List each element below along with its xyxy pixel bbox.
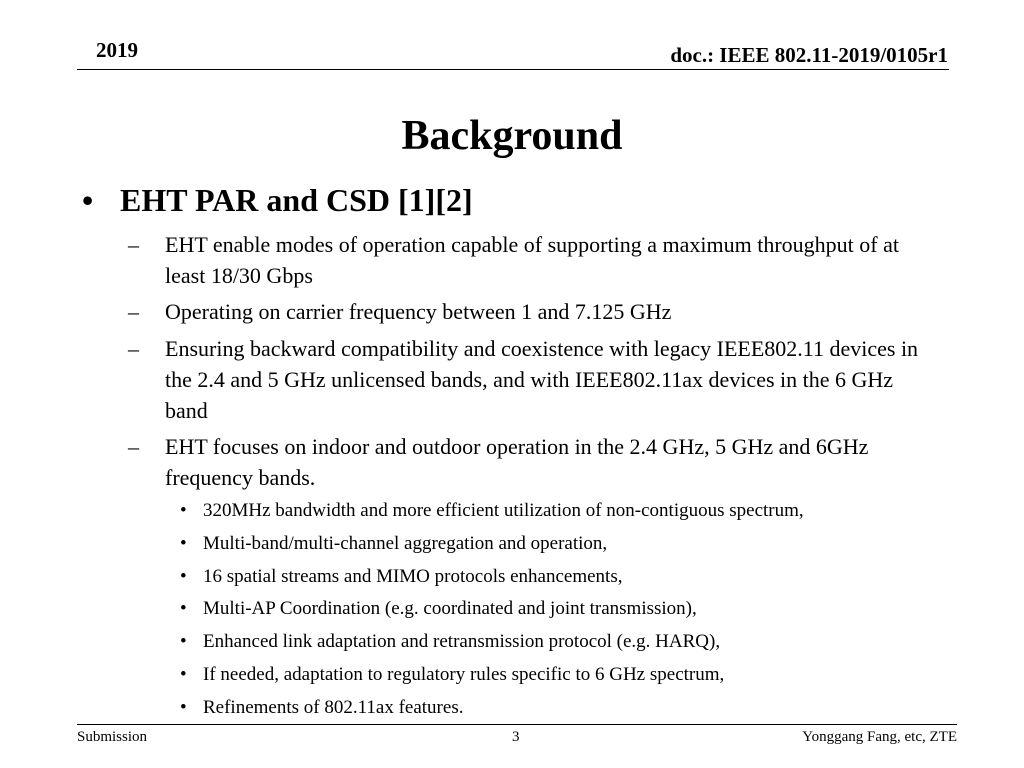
subsubitem-2: [180, 532, 960, 556]
subitem-1: [128, 229, 928, 291]
dot-marker: •: [180, 533, 187, 554]
bullet-marker: •: [82, 182, 94, 218]
subsubitem-text: 16 spatial streams and MIMO protocols enhancements,: [203, 566, 623, 587]
subitem-4: [128, 431, 928, 493]
subsubitem-text: If needed, adaptation to regulatory rules specific to 6 GHz spectrum,: [203, 664, 725, 685]
subsubitem-1: [180, 499, 960, 523]
subsubitem-3: [180, 565, 960, 589]
subsubitem-text: Enhanced link adaptation and retransmission protocol (e.g. HARQ),: [203, 631, 721, 652]
subitem-text: Ensuring backward compatibility and coexistence with legacy IEEE802.11 devices in the 2.4 and 5 GHz unlicensed bands, and with IEEE802.11ax devices in the 6 GHz band: [165, 336, 919, 423]
subsubitem-text: Multi-AP Coordination (e.g. coordinated and joint transmission),: [203, 598, 697, 619]
bullet-level1-text: EHT PAR and CSD [1][2]: [120, 182, 473, 218]
dot-marker: •: [180, 664, 187, 685]
dot-marker: •: [180, 697, 187, 718]
footer-divider: [77, 724, 957, 725]
dash-marker: –: [128, 336, 139, 361]
slide-title: Background: [401, 113, 623, 159]
footer-page-number: 3: [512, 729, 520, 745]
subitem-text: EHT enable modes of operation capable of supporting a maximum throughput of at least 18/30 Gbps: [165, 232, 899, 288]
subsubitem-text: 320MHz bandwidth and more efficient utilization of non-contiguous spectrum,: [203, 500, 804, 521]
dash-marker: –: [128, 434, 139, 459]
subsubitem-text: Refinements of 802.11ax features.: [203, 697, 464, 718]
dot-marker: •: [180, 500, 187, 521]
dot-marker: •: [180, 566, 187, 587]
header-divider: [77, 69, 949, 70]
dot-marker: •: [180, 631, 187, 652]
dot-marker: •: [180, 598, 187, 619]
dash-marker: –: [128, 232, 139, 257]
header-doc-id: doc.: IEEE 802.11-2019/0105r1: [670, 43, 948, 67]
subsubitem-text: Multi-band/multi-channel aggregation and operation,: [203, 533, 608, 554]
subitem-2: [128, 296, 928, 327]
subsubitem-4: [180, 597, 960, 621]
header-year: 2019: [96, 38, 138, 62]
footer-submission: Submission: [77, 729, 148, 745]
subsubitem-7: [180, 696, 960, 720]
subitem-text: EHT focuses on indoor and outdoor operation in the 2.4 GHz, 5 GHz and 6GHz frequency bands.: [165, 434, 869, 490]
subitem-3: [128, 333, 928, 426]
subsubitem-6: [180, 663, 960, 687]
dash-marker: –: [128, 299, 139, 324]
footer-author: Yonggang Fang, etc, ZTE: [802, 729, 957, 745]
subitem-text: Operating on carrier frequency between 1 and 7.125 GHz: [165, 299, 672, 324]
subsubitem-5: [180, 630, 960, 654]
